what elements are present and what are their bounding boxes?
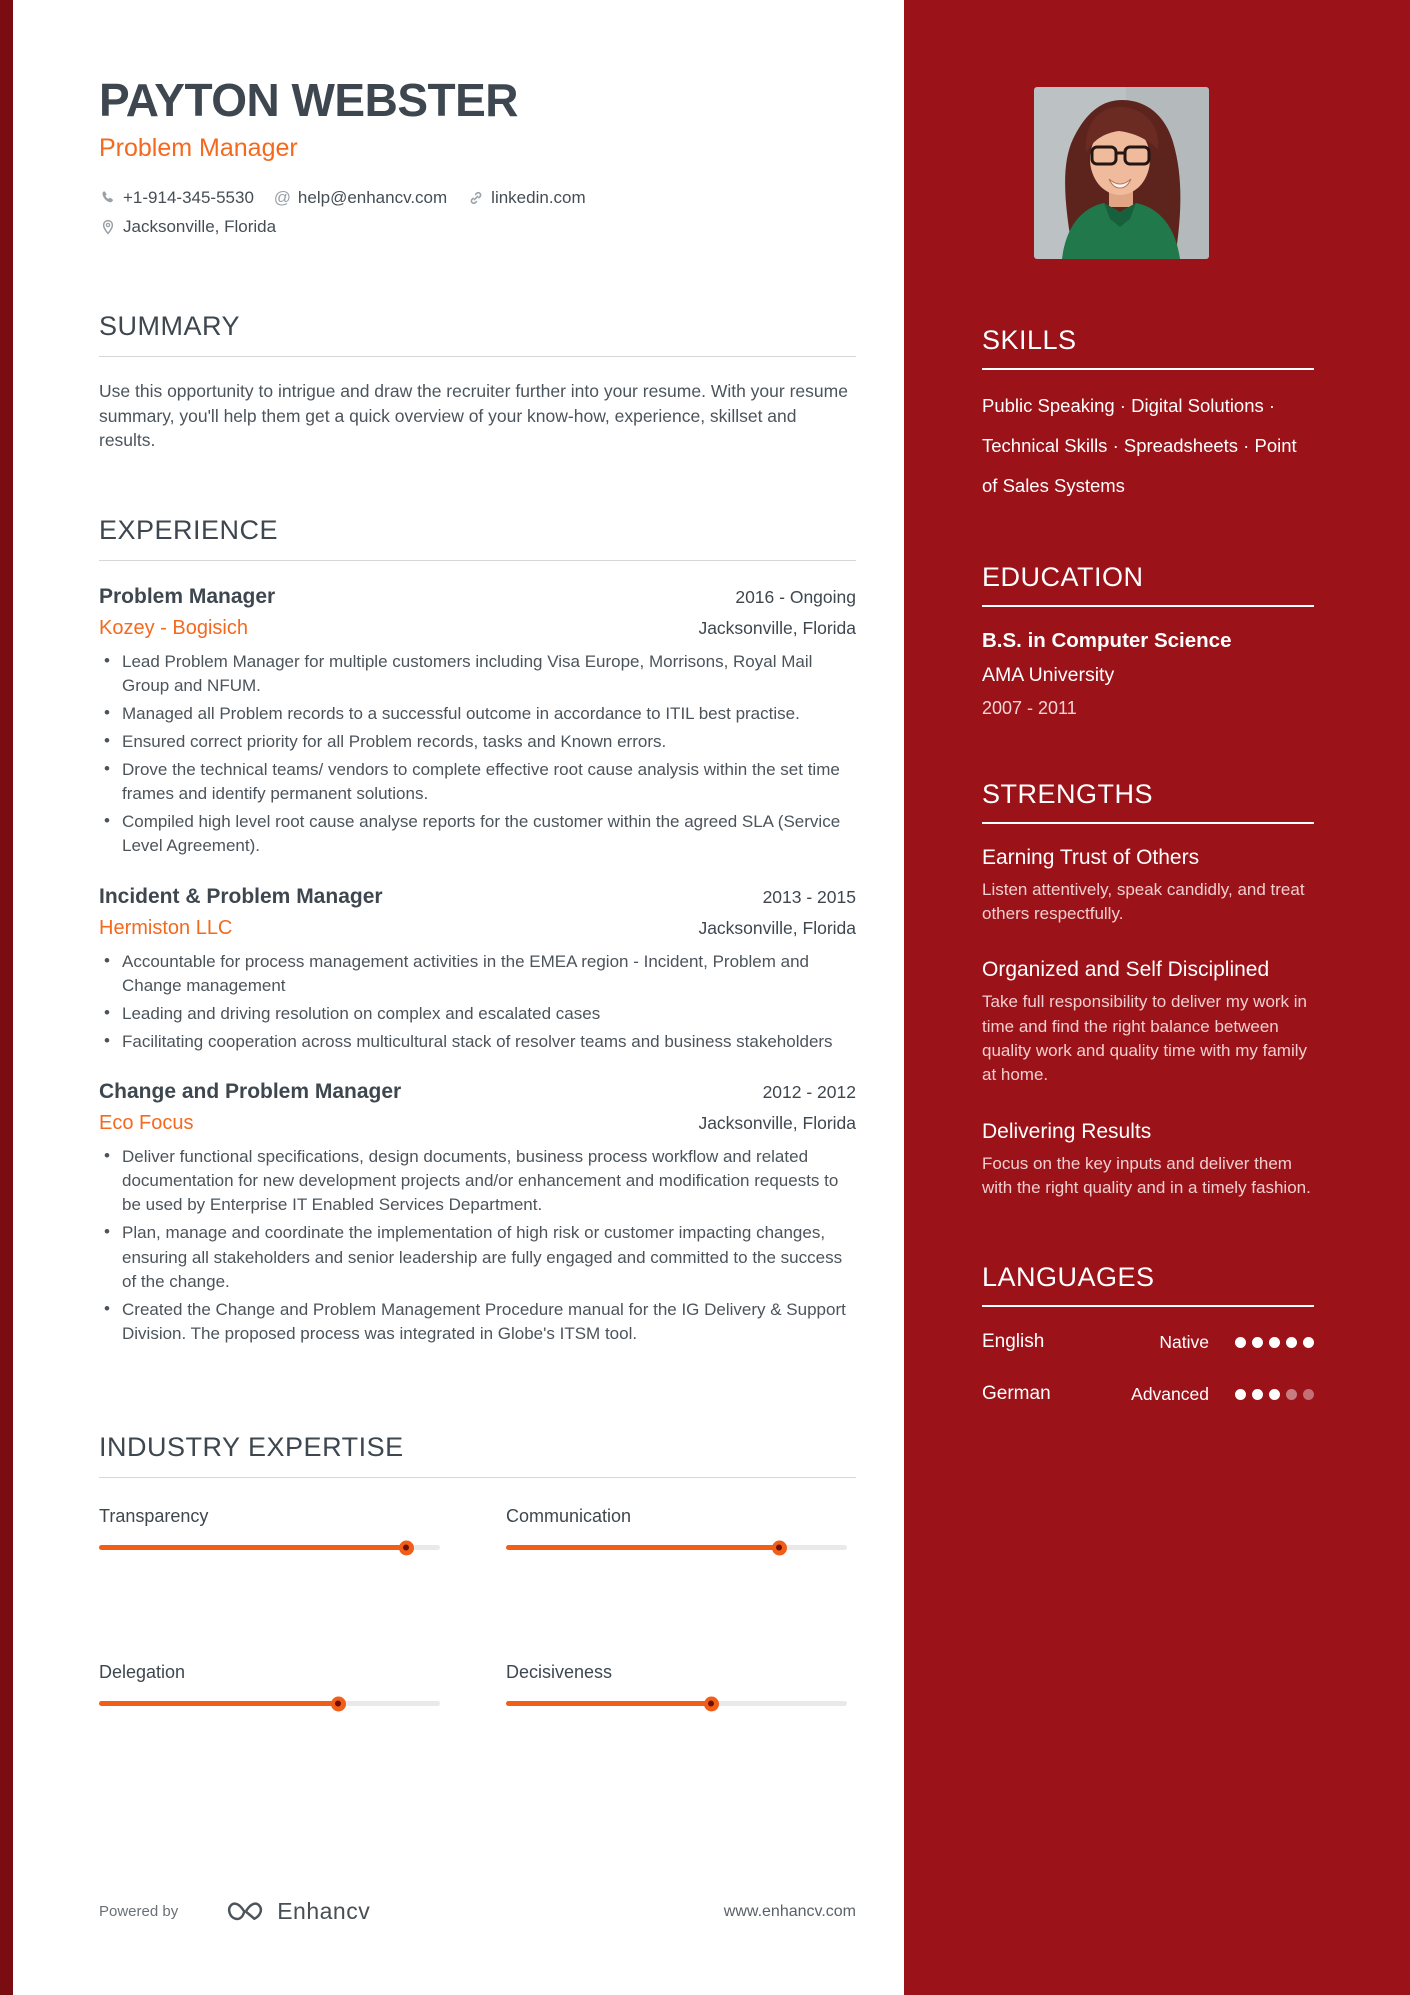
job-bullet-list: [99, 1145, 856, 1346]
candidate-name: PAYTON WEBSTER: [99, 74, 518, 126]
sidebar: [904, 0, 1410, 1995]
job-bullet: • Drove the technical teams/ vendors to complete effective root cause analysis within the set time frames and identify permanent solutions.: [99, 758, 856, 806]
slider-fill: [99, 1545, 406, 1550]
slider-thumb[interactable]: [399, 1540, 414, 1555]
phone-icon: [99, 190, 116, 207]
language-row: [982, 1383, 1314, 1405]
proficiency-dots: [1235, 1389, 1314, 1400]
slider-thumb[interactable]: [772, 1540, 787, 1555]
job-bullet: • Managed all Problem records to a successful outcome in accordance to ITIL best practise.: [99, 702, 856, 726]
job-period: 2012 - 2012: [762, 1082, 856, 1102]
education-heading: EDUCATION: [982, 561, 1144, 592]
strength-item: [982, 958, 1314, 1087]
language-name: English: [982, 1331, 1045, 1353]
enhancv-infinity-icon: [224, 1898, 266, 1925]
job-bullet: • Created the Change and Problem Management Procedure manual for the IG Delivery & Support Division. The proposed process was integrated in Globe's ITSM tool.: [99, 1298, 856, 1346]
proficiency-dot: [1235, 1337, 1246, 1348]
skill-slider-communication: [506, 1506, 847, 1550]
education-period: 2007 - 2011: [982, 697, 1077, 718]
phone-number: +1-914-345-5530: [123, 188, 254, 207]
job-location: Jacksonville, Florida: [698, 617, 856, 638]
footer: [99, 1898, 856, 1925]
proficiency-dot: [1269, 1337, 1280, 1348]
powered-by-label: Powered by: [99, 1903, 179, 1920]
experience-entry: [99, 585, 856, 859]
industry-expertise-section: [99, 1432, 856, 1706]
enhancv-logo: [224, 1898, 370, 1925]
education-degree: B.S. in Computer Science: [982, 628, 1232, 652]
education-underline: [982, 605, 1314, 607]
education-school: AMA University: [982, 663, 1115, 686]
proficiency-dot: [1286, 1337, 1297, 1348]
slider-label: Communication: [506, 1506, 632, 1526]
slider-track: [506, 1701, 847, 1706]
slider-fill: [99, 1701, 338, 1706]
website-item[interactable]: [467, 188, 586, 208]
strengths-underline: [982, 822, 1314, 824]
experience-section: [99, 515, 856, 1347]
proficiency-dot: [1235, 1389, 1246, 1400]
main-column: [99, 0, 856, 1706]
industry-expertise-heading: INDUSTRY EXPERTISE: [99, 1432, 404, 1462]
job-title: Problem Manager: [99, 584, 276, 608]
slider-thumb[interactable]: [331, 1696, 346, 1711]
footer-url[interactable]: www.enhancv.com: [723, 1902, 856, 1920]
experience-entry: [99, 885, 856, 1055]
strength-text: Take full responsibility to deliver my work in time and find the right balance between quality work and quality time with my family at home.: [982, 992, 1308, 1085]
strength-title: Earning Trust of Others: [982, 845, 1200, 869]
slider-fill: [506, 1545, 779, 1550]
summary-heading: SUMMARY: [99, 311, 241, 341]
slider-label: Decisiveness: [506, 1662, 613, 1682]
job-title: Incident & Problem Manager: [99, 884, 383, 908]
email-address[interactable]: help@enhancv.com: [297, 188, 448, 207]
experience-underline: [99, 560, 856, 561]
languages-section: [982, 1262, 1314, 1405]
at-icon: @: [273, 188, 292, 207]
slider-track: [99, 1701, 440, 1706]
industry-expertise-underline: [99, 1477, 856, 1478]
strength-text: Listen attentively, speak candidly, and treat others respectfully.: [982, 879, 1305, 924]
enhancv-brand-text: Enhancv: [277, 1898, 371, 1924]
slider-track: [99, 1545, 440, 1550]
language-name: German: [982, 1383, 1051, 1405]
job-bullet: • Compiled high level root cause analyse reports for the customer within the agreed SLA (Service Level Agreement).: [99, 810, 856, 858]
summary-underline: [99, 356, 856, 357]
job-bullet: • Leading and driving resolution on complex and escalated cases: [99, 1002, 856, 1026]
strength-title: Organized and Self Disciplined: [982, 958, 1270, 982]
slider-thumb[interactable]: [704, 1696, 719, 1711]
job-location: Jacksonville, Florida: [698, 917, 856, 938]
link-icon: [467, 190, 484, 207]
location-text: Jacksonville, Florida: [123, 217, 277, 236]
phone-item: [99, 188, 254, 208]
strength-title: Delivering Results: [982, 1119, 1152, 1143]
proficiency-dot: [1252, 1337, 1263, 1348]
language-level: Advanced: [1131, 1383, 1209, 1404]
job-period: 2013 - 2015: [762, 886, 856, 907]
job-bullet: • Ensured correct priority for all Problem records, tasks and Known errors.: [99, 730, 856, 754]
skills-section: [982, 325, 1314, 506]
job-title: Change and Problem Manager: [99, 1080, 402, 1103]
job-company: Hermiston LLC: [99, 916, 233, 939]
proficiency-dot: [1303, 1389, 1314, 1400]
strength-item: [982, 846, 1314, 927]
slider-fill: [506, 1701, 711, 1706]
slider-label: Delegation: [99, 1662, 186, 1682]
slider-track: [506, 1545, 847, 1550]
job-bullet: • Facilitating cooperation across multicultural stack of resolver teams and business stakeholders: [99, 1030, 856, 1054]
language-row: [982, 1331, 1314, 1353]
location-row: [99, 217, 856, 237]
skills-underline: [982, 368, 1314, 370]
job-bullet: • Deliver functional specifications, design documents, business process workflow and related documentation for new development projects and/or enhancement and modification requests to be used by Enterprise IT Enabled Services Department.: [99, 1145, 856, 1217]
experience-heading: EXPERIENCE: [99, 514, 279, 545]
proficiency-dot: [1303, 1337, 1314, 1348]
left-accent-stripe: [0, 0, 13, 1995]
contact-row: [99, 188, 856, 208]
skill-slider-decisiveness: [506, 1662, 847, 1706]
experience-entry: [99, 1080, 856, 1346]
strengths-heading: STRENGTHS: [982, 778, 1154, 809]
proficiency-dot: [1269, 1389, 1280, 1400]
job-location: Jacksonville, Florida: [698, 1113, 856, 1133]
location-pin-icon: [99, 219, 116, 236]
proficiency-dot: [1252, 1389, 1263, 1400]
summary-text: Use this opportunity to intrigue and draw the recruiter further into your resume. With your resume summary, you'll help them get a quick overview of your know-how, experience, skillset and results.: [99, 381, 848, 450]
email-item[interactable]: [274, 188, 447, 208]
proficiency-dots: [1235, 1337, 1314, 1348]
job-bullet: • Lead Problem Manager for multiple customers including Visa Europe, Morrisons, Royal Mail Group and NFUM.: [99, 650, 856, 698]
job-bullet-list: [99, 950, 856, 1055]
skill-slider-delegation: [99, 1662, 440, 1706]
candidate-title: Problem Manager: [99, 134, 298, 162]
job-bullet: • Accountable for process management activities in the EMEA region - Incident, Problem and Change management: [99, 950, 856, 998]
strength-text: Focus on the key inputs and deliver them with the right quality and in a timely fashion.: [982, 1153, 1311, 1197]
job-bullet: • Plan, manage and coordinate the implementation of high risk or customer impacting changes, ensuring all stakeholders and senior leadership are fully engaged and committed to the success of the change.: [99, 1221, 856, 1293]
strength-item: [982, 1120, 1314, 1201]
job-company: Eco Focus: [99, 1112, 194, 1134]
summary-section: [99, 311, 856, 453]
job-bullet-list: [99, 650, 856, 859]
skill-slider-grid: [99, 1506, 856, 1706]
job-company: Kozey - Bogisich: [99, 616, 248, 639]
strengths-section: [982, 779, 1314, 1200]
location-item: [99, 217, 276, 237]
slider-label: Transparency: [99, 1506, 209, 1526]
skills-heading: SKILLS: [982, 325, 1077, 355]
education-section: [982, 562, 1314, 719]
skills-list: Public Speaking · Digital Solutions · Technical Skills · Spreadsheets · Point of Sales Systems: [982, 395, 1297, 496]
languages-underline: [982, 1305, 1314, 1307]
proficiency-dot: [1286, 1389, 1297, 1400]
skill-slider-transparency: [99, 1506, 440, 1550]
language-level: Native: [1159, 1331, 1209, 1352]
languages-heading: LANGUAGES: [982, 1262, 1155, 1293]
job-period: 2016 - Ongoing: [735, 586, 856, 607]
website-url[interactable]: linkedin.com: [491, 188, 586, 207]
profile-photo: [1034, 87, 1209, 259]
